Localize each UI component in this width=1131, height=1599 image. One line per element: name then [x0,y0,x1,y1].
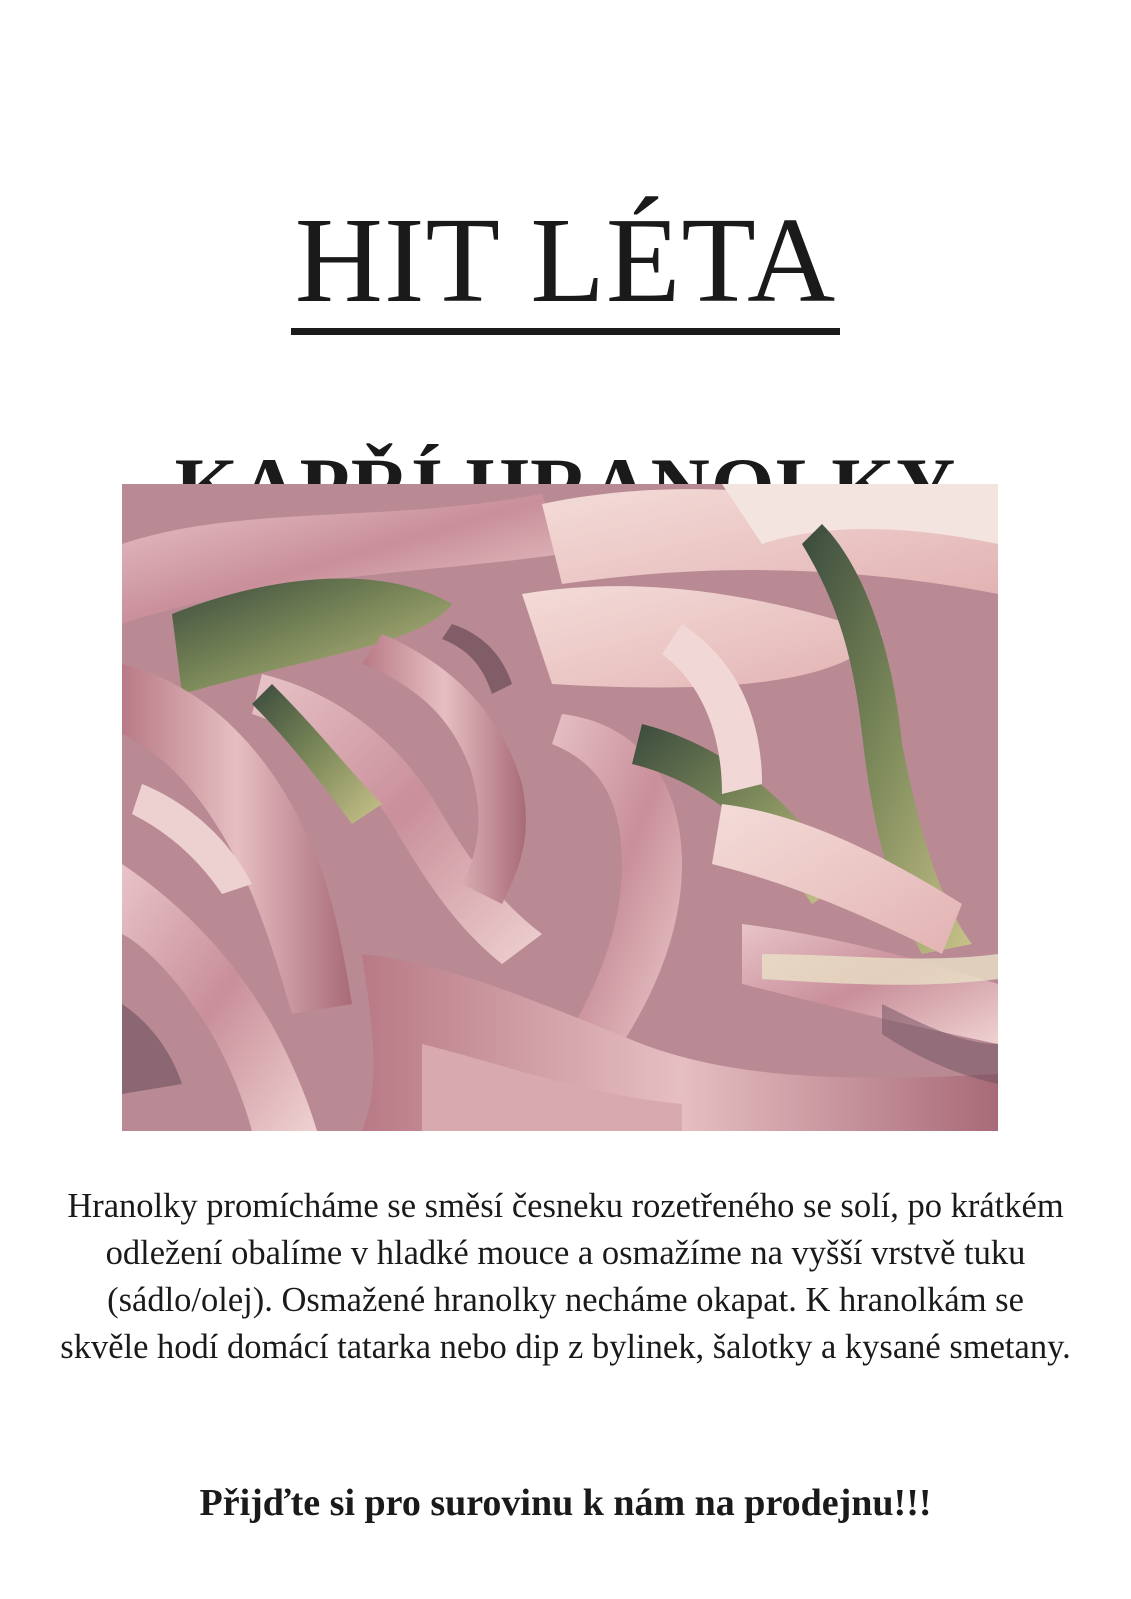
poster-headline [0,192,1131,335]
recipe-text: Hranolky promícháme se směsí česneku rozetřeného se solí, po krátkém odležení obalíme v hladké mouce a osmažíme na vyšší vrstvě tuku (sádlo/olej). Osmažené hranolky necháme okapat. K hranolkám se skvěle hodí domácí tatarka nebo dip z bylinek, šalotky a kysané smetany. [60,1186,1071,1366]
carp-strips-illustration [122,484,998,1131]
call-to-action: Přijďte si pro surovinu k nám na prodejnu!!! [199,1482,932,1524]
carp-strips-photo [122,484,998,1131]
poster-headline-text: HIT LÉTA [291,200,840,335]
